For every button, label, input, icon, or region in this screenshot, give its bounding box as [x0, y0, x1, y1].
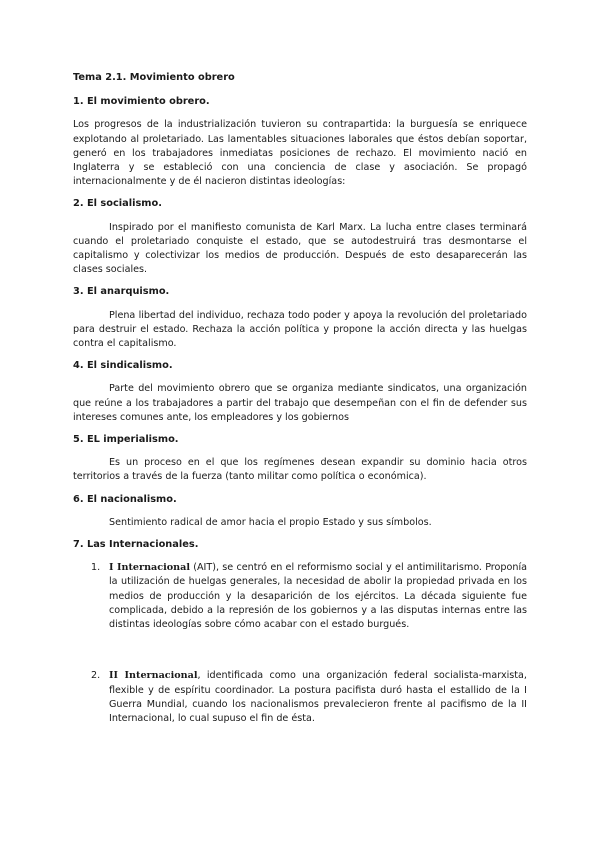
section-paragraph: Sentimiento radical de amor hacia el propio Estado y sus símbolos. [109, 516, 432, 528]
section-heading: 4. El sindicalismo. [73, 360, 173, 372]
section-paragraph: Es un proceso en el que los regímenes desean expandir su dominio hacia otros territorios a través de la fuerza (tanto militar como política o económica). [73, 457, 527, 483]
section-heading: 6. El nacionalismo. [73, 493, 177, 505]
section-imperialismo [73, 433, 527, 485]
section-heading: 3. El anarquismo. [73, 286, 170, 298]
internacionales-list [73, 561, 527, 726]
section-paragraph: Los progresos de la industrialización tuvieron su contrapartida: la burguesía se enriquece explotando al proletariado. Las lamentables situaciones laborales que éstos debían soportar, generó en los trabajadores inmediatas posiciones de rechazo. El movimiento nació en Inglaterra y se estableció con una conciencia de clase y asociación. Se propagó internacionalmente y de él nacieron distintas ideologías: [73, 119, 527, 188]
list-item-text: (AIT), se centró en el reformismo social y el antimilitarismo. Proponía la utilización de huelgas generales, la necesidad de abolir la propiedad privada en los medios de producción y la desaparición de los ejércitos. La década siguiente fue complicada, debido a la represión de los gobiernos y a las disputas internas entre las distintas ideologías sobre cómo acabar con el estado burgués. [109, 562, 527, 631]
section-paragraph: Inspirado por el manifiesto comunista de Karl Marx. La lucha entre clases terminará cuando el proletariado conquiste el estado, que se autodestruirá tras desmontarse el capitalismo y colectivizar los medios de producción. Después de esto desaparecerán las clases sociales. [73, 221, 527, 276]
list-item-name: II Internacional [109, 670, 198, 682]
list-item-text: , identificada como una organización federal socialista-marxista, flexible y de espíritu coordinador. La postura pacifista duró hasta el estallido de la I Guerra Mundial, cuando los nacionalismos prevalecieron frente al pacifismo de la II Internacional, lo cual supuso el fin de ésta. [109, 670, 527, 724]
section-movimiento-obrero [73, 95, 527, 189]
list-item [73, 561, 527, 632]
section-heading: 1. El movimiento obrero. [73, 96, 210, 108]
section-nacionalismo [73, 493, 527, 530]
list-item [73, 669, 527, 726]
section-paragraph: Parte del movimiento obrero que se organiza mediante sindicatos, una organización que reúne a los trabajadores a partir del trabajo que desempeñan con el fin de defender sus intereses comunes ante, los empleadores y los gobiernos [73, 383, 527, 423]
section-anarquismo [73, 285, 527, 351]
section-internacionales [73, 538, 527, 726]
section-socialismo [73, 197, 527, 277]
section-heading: 5. EL imperialismo. [73, 434, 179, 446]
list-item-name: I Internacional [109, 562, 190, 574]
list-number: 2. [91, 670, 101, 682]
section-paragraph: Plena libertad del individuo, rechaza todo poder y apoya la revolución del proletariado para destruir el estado. Rechaza la acción política y propone la acción directa y las huelgas contra el capitalismo. [73, 309, 527, 350]
section-sindicalismo [73, 359, 527, 425]
document-title: Tema 2.1. Movimiento obrero [73, 72, 235, 83]
document-body [73, 71, 527, 726]
list-number: 1. [91, 562, 101, 574]
section-heading: 2. El socialismo. [73, 198, 162, 210]
section-heading: 7. Las Internacionales. [73, 539, 199, 551]
